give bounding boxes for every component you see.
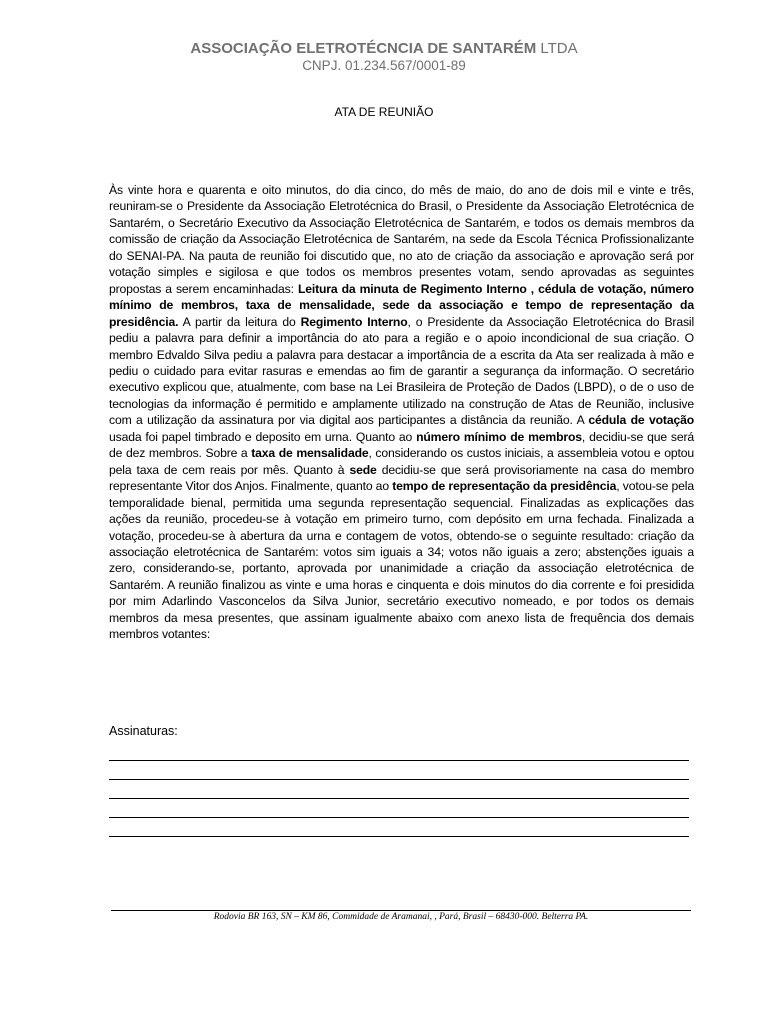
- organization-name: ASSOCIAÇÃO ELETROTÉCNCIA DE SANTARÉM: [190, 40, 537, 57]
- signature-lines: [109, 760, 689, 855]
- organization-suffix: LTDA: [536, 40, 578, 57]
- signature-line: [109, 836, 689, 838]
- cnpj-number: CNPJ. 01.234.567/0001-89: [302, 58, 466, 73]
- signature-line: [109, 817, 689, 819]
- signature-line: [109, 798, 689, 800]
- body-emphasis: sede: [349, 462, 377, 477]
- body-segment: usada foi papel timbrado e deposito em urna. Quanto ao: [109, 429, 417, 444]
- signature-line: [109, 760, 689, 762]
- body-segment: Às vinte hora e quarenta e oito minutos, do dia cinco, do mês de maio, do ano de dois mil e vinte e três, reuniram-se o Presidente da Associação Eletrotécnica do Brasil, o Presidente da Associação Eletrotécnica de Santarém, o Secretário Executivo da Associação Eletrotécnica de Santarém, e todos os demais membros da comissão de criação da Associação Eletrotécnica de Santarém, na sede da Escola Técnica Profissionalizante do SENAI-PA. Na pauta de reunião foi discutido que, no ato de criação da associação e aprovação será por votação simples e sigilosa e que todos os membros presentes votam, sendo aprovadas as seguintes propostas a serem encaminhadas:: [109, 183, 694, 296]
- body-segment: A partir da leitura do: [178, 314, 301, 329]
- body-emphasis: número mínimo de membros: [416, 429, 582, 444]
- body-emphasis: cédula de votação: [588, 413, 694, 428]
- footer-divider: [111, 910, 691, 911]
- body-emphasis: Regimento Interno: [300, 314, 408, 329]
- body-emphasis: Leitura da minuta de Regimento Interno , cédula de votação, número mínimo de membros, taxa de mensalidade, sede da associação e tempo de representação da presidência.: [109, 281, 694, 329]
- body-emphasis: tempo de representação da presidência: [392, 479, 617, 494]
- signature-line: [109, 779, 689, 781]
- body-segment: , considerando os custos iniciais, a assembleia votou e optou pela taxa de cem reais por mês. Quanto à: [109, 446, 694, 477]
- minutes-body: [109, 182, 694, 643]
- body-segment: , decidiu-se que será de dez membros. Sobre a: [109, 429, 694, 461]
- body-segment: decidiu-se que será provisoriamente na casa do membro representante Vitor dos Anjos. Finalmente, quanto ao: [109, 462, 694, 494]
- document-title: ATA DE REUNIÃO: [334, 105, 434, 119]
- body-segment: , o Presidente da Associação Eletrotécnica do Brasil pediu a palavra para definir a importância do ato para a região e o apoio incondicional de sua criação. O membro Edvaldo Silva pediu a palavra para destacar a importância de a escrita da Ata ser realizada à mão e pediu o cuidado para evitar rasuras e emendas ao fim de garantir a segurança da informação. O secretário executivo explicou que, atualmente, com base na Lei Brasileira de Proteção de Dados (LBPD), o de o uso de tecnologias da informação é permitido e amplamente utilizado na construção de Atas de Reunião, inclusive com a utilização da assinatura por via digital aos participantes a distância da reunião. A: [109, 314, 695, 428]
- organization-name-line: [0, 40, 768, 57]
- letterhead: [0, 40, 768, 74]
- footer-address: Rodovia BR 163, SN – KM 86, Commidade de Aramanai, , Pará, Brasil – 68430-000. Belterra PA.: [213, 912, 589, 922]
- body-emphasis: taxa de mensalidade: [251, 446, 369, 461]
- body-segment: , votou-se pela temporalidade bienal, permitida uma segunda representação sequencial. Finalizadas as explicações das ações da reunião, procedeu-se à votação em primeiro turno, com depósito em urna fechada. Finalizada a votação, procedeu-se à abertura da urna e contagem de votos, obtendo-se o seguinte resultado: criação da associação eletrotécnica de Santarém: votos sim iguais a 34; votos não iguais a zero; abstenções iguais a zero, considerando-se, portanto, aprovada por unanimidade a criação da associação eletrotécnica de Santarém. A reunião finalizou as vinte e uma horas e cinquenta e dois minutos do dia corrente e foi presidida por mim Adarlindo Vasconcelos da Silva Junior, secretário executivo nomeado, e por todos os demais membros da mesa presentes, que assinam igualmente abaixo com anexo lista de frequência dos demais membros votantes:: [109, 479, 694, 642]
- signatures-label: Assinaturas:: [109, 724, 178, 738]
